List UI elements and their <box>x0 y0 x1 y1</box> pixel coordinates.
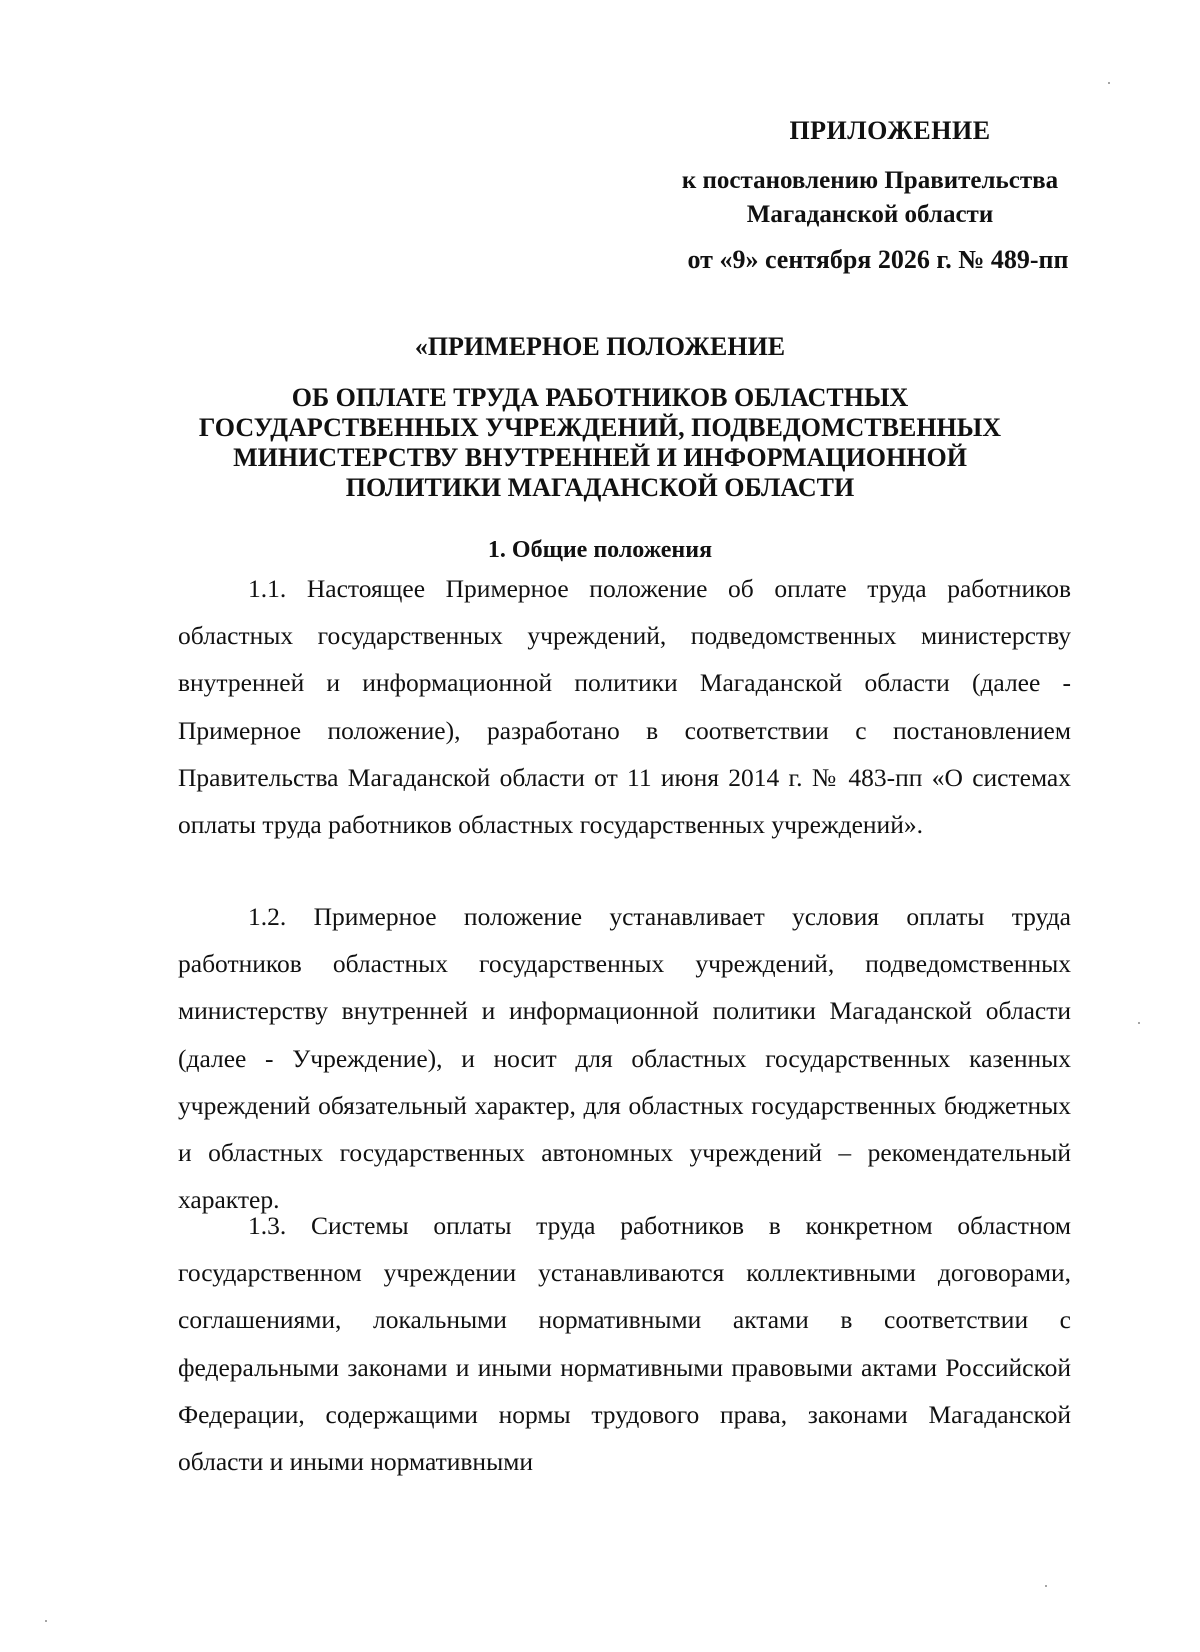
appendix-label: ПРИЛОЖЕНИЕ <box>789 116 991 145</box>
paragraph-1-1: 1.1. Настоящее Примерное положение об оплате труда работников областных государственных учреждений, подведомственных министерству внутренней и информационной политики Магаданской области (далее - Примерное положение), разработано в соответствии с постановлением Правительства Магаданской области от 11 июня 2014 г. № 483-пп «О системах оплаты труда работников областных государственных учреждений». <box>178 574 1071 840</box>
document-subtitle <box>150 383 1050 503</box>
document-subtitle-line-2: ГОСУДАРСТВЕННЫХ УЧРЕЖДЕНИЙ, ПОДВЕДОМСТВЕННЫХ <box>198 413 1002 442</box>
paragraph-1-2: 1.2. Примерное положение устанавливает условия оплаты труда работников областных государственных учреждений, подведомственных министерству внутренней и информационной политики Магаданской области (далее - Учреждение), и носит для областных государственных казенных учреждений обязательный характер, для областных государственных бюджетных и областных государственных автономных учреждений – рекомендательный характер. <box>178 902 1071 1215</box>
section-heading: 1. Общие положения <box>487 537 713 563</box>
document-subtitle-line-1: ОБ ОПЛАТЕ ТРУДА РАБОТНИКОВ ОБЛАСТНЫХ <box>291 383 909 412</box>
resolution-reference-line-1: к постановлению Правительства <box>681 167 1059 194</box>
scan-speck <box>1108 82 1110 84</box>
scan-speck <box>45 1620 47 1622</box>
scan-speck <box>1045 1585 1047 1587</box>
scan-speck <box>1138 1022 1140 1024</box>
document-title: «ПРИМЕРНОЕ ПОЛОЖЕНИЕ <box>414 332 786 361</box>
resolution-reference-line-2: Магаданской области <box>746 201 994 228</box>
resolution-date: от «9» сентября 2026 г. № 489-пп <box>687 245 1069 274</box>
document-subtitle-line-4: ПОЛИТИКИ МАГАДАНСКОЙ ОБЛАСТИ <box>345 473 855 502</box>
paragraph-1-3: 1.3. Системы оплаты труда работников в конкретном областном государственном учреждении устанавливаются коллективными договорами, соглашениями, локальными нормативными актами в соответствии с федеральными законами и иными нормативными правовыми актами Российской Федерации, содержащими нормы трудового права, законами Магаданской области и иными нормативными <box>178 1211 1071 1477</box>
resolution-reference <box>630 164 1110 232</box>
document-subtitle-line-3: МИНИСТЕРСТВУ ВНУТРЕННЕЙ И ИНФОРМАЦИОННОЙ <box>233 443 967 472</box>
